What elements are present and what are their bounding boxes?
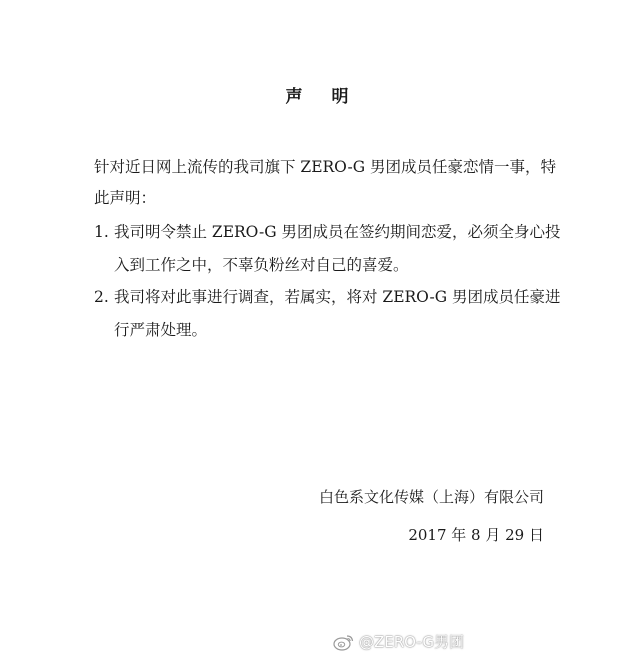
weibo-icon <box>333 633 355 651</box>
statement-date: 2017 年 8 月 29 日 <box>408 526 544 544</box>
statement-item-1 <box>94 216 564 282</box>
statement-title: 声 明 <box>285 87 355 107</box>
weibo-watermark <box>333 631 464 652</box>
watermark-text: @ZERO-G男团 <box>359 633 464 651</box>
statement-intro: 针对近日网上流传的我司旗下 ZERO-G 男团成员任豪恋情一事，特此声明： <box>94 158 557 207</box>
item-text: 我司明令禁止 ZERO-G 男团成员在签约期间恋爱，必须全身心投入到工作之中，不辜负粉丝对自己的喜爱。 <box>114 223 561 274</box>
item-number: 1. <box>94 223 109 241</box>
item-number: 2. <box>94 288 109 306</box>
statement-item-2 <box>94 281 564 347</box>
item-text: 我司将对此事进行调查，若属实，将对 ZERO-G 男团成员任豪进行严肃处理。 <box>114 288 561 339</box>
company-signature: 白色系文化传媒（上海）有限公司 <box>318 488 544 506</box>
